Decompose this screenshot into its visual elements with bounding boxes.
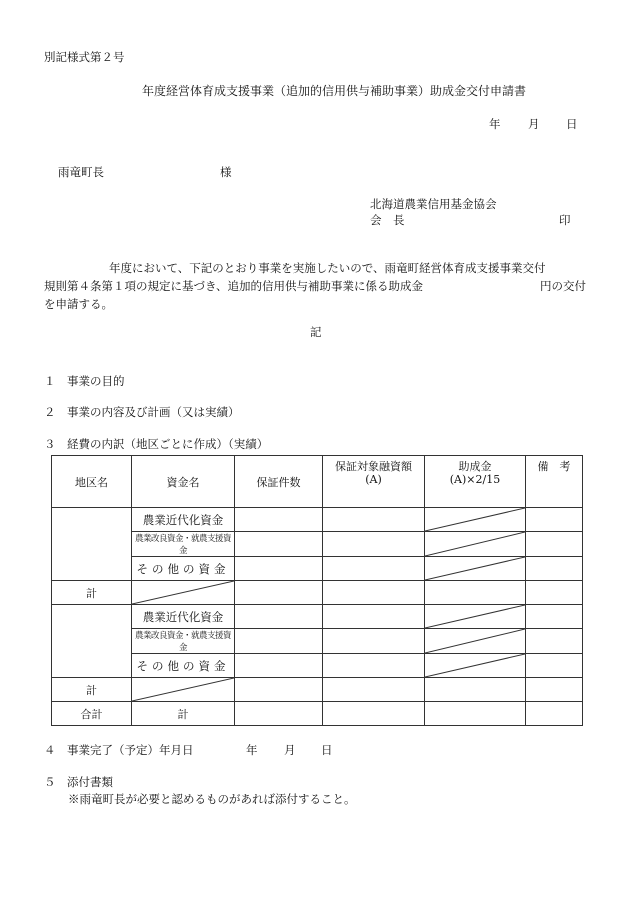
body-line-3: を申請する。 xyxy=(44,297,113,311)
table-row xyxy=(52,629,583,654)
fund-name: その他の資金 xyxy=(132,654,235,678)
ki-heading: 記 xyxy=(310,325,322,339)
header-grant xyxy=(425,456,526,508)
amount-cell[interactable] xyxy=(323,532,425,557)
table-header-row xyxy=(52,456,583,508)
grant-cell[interactable] xyxy=(425,581,526,605)
form-number: 別記様式第２号 xyxy=(44,50,125,64)
remarks-cell[interactable] xyxy=(526,557,583,581)
table-row xyxy=(52,508,583,532)
count-cell[interactable] xyxy=(235,629,323,654)
fund-cell-crossed xyxy=(132,678,235,702)
table-row xyxy=(52,532,583,557)
header-grant-line1: 助成金 xyxy=(458,460,492,473)
total-row xyxy=(52,702,583,726)
count-cell[interactable] xyxy=(235,678,323,702)
date-year: 年 xyxy=(489,117,501,131)
amount-cell[interactable] xyxy=(323,629,425,654)
remarks-cell[interactable] xyxy=(526,508,583,532)
grant-cell-crossed xyxy=(425,532,526,557)
document-title: 年度経営体育成支援事業（追加的信用供与補助事業）助成金交付申請書 xyxy=(142,84,527,98)
header-district: 地区名 xyxy=(52,456,132,508)
item-5-note: ※雨竜町長が必要と認めるものがあれば添付すること。 xyxy=(68,792,356,806)
grant-cell-crossed xyxy=(425,654,526,678)
body-line-2a: 規則第４条第１項の規定に基づき、追加的信用供与補助事業に係る助成金 xyxy=(44,279,424,293)
count-cell[interactable] xyxy=(235,532,323,557)
amount-cell[interactable] xyxy=(323,557,425,581)
remarks-cell[interactable] xyxy=(526,702,583,726)
grant-cell-crossed xyxy=(425,605,526,629)
item-4-year: 年 xyxy=(246,743,258,757)
remarks-cell[interactable] xyxy=(526,629,583,654)
grant-cell[interactable] xyxy=(425,678,526,702)
amount-cell[interactable] xyxy=(323,678,425,702)
count-cell[interactable] xyxy=(235,654,323,678)
fund-name: 農業改良資金・就農支援資金 xyxy=(132,532,235,557)
item-5: ５ 添付書類 xyxy=(44,775,113,789)
date-day: 日 xyxy=(566,117,578,131)
expense-table xyxy=(51,455,583,726)
applicant-org: 北海道農業信用基金協会 xyxy=(370,197,497,211)
date-month: 月 xyxy=(528,117,540,131)
amount-cell[interactable] xyxy=(323,581,425,605)
header-amount-line2: (A) xyxy=(365,473,382,486)
header-fund: 資金名 xyxy=(132,456,235,508)
subtotal-label: 計 xyxy=(52,581,132,605)
count-cell[interactable] xyxy=(235,702,323,726)
applicant-role: 会 長 xyxy=(370,213,405,227)
body-line-1: 年度において、下記のとおり事業を実施したいので、雨竜町経営体育成支援事業交付 xyxy=(109,261,546,275)
grant-cell[interactable] xyxy=(425,702,526,726)
amount-cell[interactable] xyxy=(323,508,425,532)
subtotal-row xyxy=(52,678,583,702)
remarks-cell[interactable] xyxy=(526,654,583,678)
subtotal-row xyxy=(52,581,583,605)
amount-cell[interactable] xyxy=(323,702,425,726)
count-cell[interactable] xyxy=(235,557,323,581)
item-2: ２ 事業の内容及び計画（又は実績） xyxy=(44,405,240,419)
item-4-label: ４ 事業完了（予定）年月日 xyxy=(44,743,194,757)
table-row xyxy=(52,654,583,678)
remarks-cell[interactable] xyxy=(526,532,583,557)
count-cell[interactable] xyxy=(235,508,323,532)
item-4-month: 月 xyxy=(284,743,296,757)
subtotal-label: 計 xyxy=(52,678,132,702)
count-cell[interactable] xyxy=(235,581,323,605)
fund-name: 農業改良資金・就農支援資金 xyxy=(132,629,235,654)
grant-cell-crossed xyxy=(425,629,526,654)
applicant-seal: 印 xyxy=(559,213,571,227)
item-4-day: 日 xyxy=(321,743,333,757)
amount-cell[interactable] xyxy=(323,654,425,678)
item-1: １ 事業の目的 xyxy=(44,374,125,388)
fund-cell-crossed xyxy=(132,581,235,605)
fund-name: 農業近代化資金 xyxy=(132,508,235,532)
total-fund-label: 計 xyxy=(132,702,235,726)
addressee-name: 雨竜町長 xyxy=(58,165,104,179)
header-amount xyxy=(323,456,425,508)
body-line-2b: 円の交付 xyxy=(540,279,586,293)
header-amount-line1: 保証対象融資額 xyxy=(335,460,412,473)
header-count: 保証件数 xyxy=(235,456,323,508)
fund-name: その他の資金 xyxy=(132,557,235,581)
header-remarks: 備 考 xyxy=(526,456,583,508)
count-cell[interactable] xyxy=(235,605,323,629)
remarks-cell[interactable] xyxy=(526,581,583,605)
table-row xyxy=(52,605,583,629)
amount-cell[interactable] xyxy=(323,605,425,629)
district-cell[interactable] xyxy=(52,508,132,581)
remarks-cell[interactable] xyxy=(526,605,583,629)
header-grant-line2: (A)×2/15 xyxy=(449,473,501,486)
addressee-honorific: 様 xyxy=(220,165,232,179)
table-row xyxy=(52,557,583,581)
district-cell[interactable] xyxy=(52,605,132,678)
fund-name: 農業近代化資金 xyxy=(132,605,235,629)
item-3: ３ 経費の内訳（地区ごとに作成）（実績） xyxy=(44,437,269,451)
grant-cell-crossed xyxy=(425,557,526,581)
grant-cell-crossed xyxy=(425,508,526,532)
remarks-cell[interactable] xyxy=(526,678,583,702)
total-label: 合計 xyxy=(52,702,132,726)
